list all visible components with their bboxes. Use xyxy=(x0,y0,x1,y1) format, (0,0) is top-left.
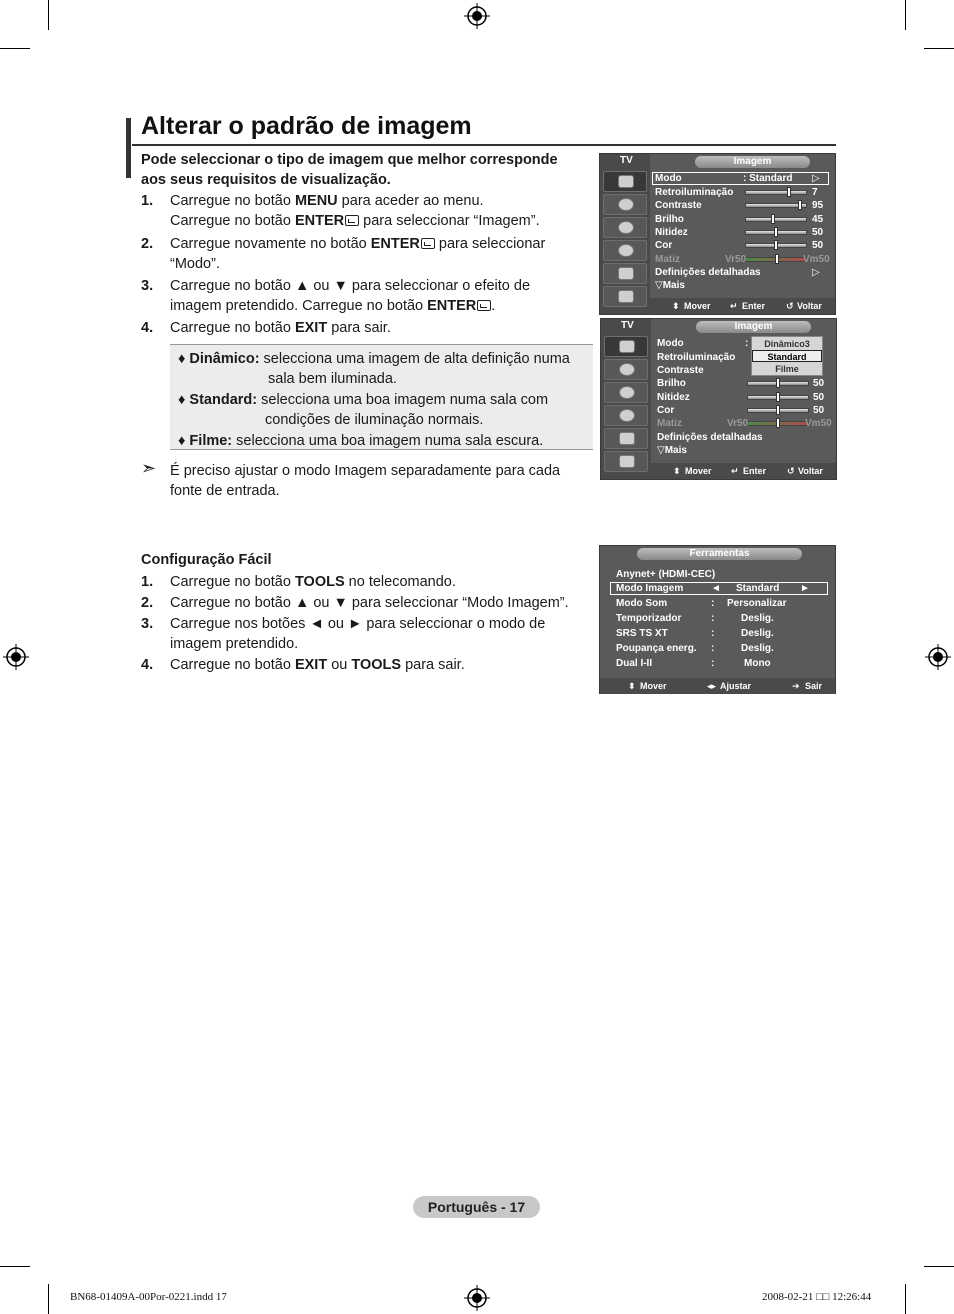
menu-row-label: Modo xyxy=(655,173,682,184)
setup-icon xyxy=(604,405,648,426)
easy-setup-heading: Configuração Fácil xyxy=(141,552,272,568)
menu-row-value: 50 xyxy=(812,240,824,251)
step-number: 1. xyxy=(141,574,154,590)
menu-row-label: Definições detalhadas xyxy=(655,267,761,278)
mode-descriptions: ♦ Dinâmico: selecciona uma imagem de alta definição numa sala bem iluminada. ♦ Standard: selecciona uma boa imagem numa sala com condições de iluminação normais. ♦ Filme: selecciona uma boa imagem numa sala escura. xyxy=(170,344,593,450)
application-icon xyxy=(603,286,647,307)
registration-mark-icon xyxy=(464,1285,490,1311)
menu-row-value: Deslig. xyxy=(741,628,774,639)
application-icon xyxy=(604,451,648,472)
footer-enter: Enter xyxy=(743,466,767,476)
step-number: 2. xyxy=(141,595,154,611)
slider-track[interactable] xyxy=(745,203,807,208)
channel-icon xyxy=(603,217,647,238)
slider-track[interactable] xyxy=(745,230,807,235)
intro-text: Pode seleccionar o tipo de imagem que melhor corresponde aos seus requisitos de visualização. xyxy=(141,152,558,188)
enter-icon xyxy=(345,215,359,226)
enter-icon xyxy=(477,300,491,311)
dropdown-option[interactable]: Filme xyxy=(775,364,799,374)
menu-row-label: Matiz xyxy=(657,418,682,429)
menu-row-value: Mono xyxy=(744,658,771,669)
step-number: 1. xyxy=(141,193,154,209)
footer-adjust: Ajustar xyxy=(720,681,752,691)
menu-row-value: 50 xyxy=(813,392,825,403)
menu-row-value: 50 xyxy=(813,405,825,416)
dropdown-option-selected[interactable]: Standard xyxy=(752,350,822,362)
menu-row-label[interactable]: Modo Som xyxy=(616,598,668,609)
menu-row-label[interactable]: SRS TS XT xyxy=(616,628,668,639)
step-4: Carregue no botão EXIT para sair. xyxy=(170,320,391,336)
menu-row-label: Definições detalhadas xyxy=(657,432,763,443)
slider-track[interactable] xyxy=(745,217,807,222)
tv-label: TV xyxy=(620,155,633,166)
menu-sidebar xyxy=(600,154,650,314)
footer-move: Mover xyxy=(685,466,712,476)
registration-mark-icon xyxy=(925,644,951,670)
slider-track[interactable] xyxy=(747,408,809,413)
menu-row-label: Nitidez xyxy=(655,227,688,238)
menu-row-label[interactable]: Dual I-II xyxy=(616,658,653,669)
step-number: 2. xyxy=(141,236,154,252)
easy-step-1: Carregue no botão TOOLS no telecomando. xyxy=(170,574,456,590)
easy-step-4: Carregue no botão EXIT ou TOOLS para sair. xyxy=(170,657,465,673)
step-number: 3. xyxy=(141,616,154,632)
sound-icon xyxy=(603,194,647,215)
move-icon: ⬍ xyxy=(673,466,681,476)
menu-row-value: : Standard xyxy=(743,173,793,184)
enter-icon xyxy=(421,238,435,249)
menu-row-label: Brilho xyxy=(655,214,684,225)
menu-row-value: Vm50 xyxy=(805,418,832,429)
tv-menu-imagem-modo xyxy=(600,318,837,480)
slider-knob[interactable] xyxy=(776,418,780,428)
menu-row-value: 95 xyxy=(812,200,824,211)
menu-row-label: Matiz xyxy=(655,254,680,265)
registration-mark-icon xyxy=(3,644,29,670)
step-number: 3. xyxy=(141,278,154,294)
slider-knob[interactable] xyxy=(776,378,780,388)
slider-knob[interactable] xyxy=(774,240,778,250)
step-2: Carregue novamente no botão ENTER para seleccionar “Modo”. xyxy=(170,236,546,272)
menu-row-label[interactable]: Modo Imagem xyxy=(616,583,684,594)
page-number: Português - 17 xyxy=(413,1196,540,1218)
menu-row-label: ▽Mais xyxy=(657,445,687,456)
slider-track[interactable] xyxy=(745,243,807,248)
menu-row-value: 50 xyxy=(813,378,825,389)
file-slug: BN68-01409A-00Por-0221.indd 17 xyxy=(70,1291,227,1303)
crop-mark xyxy=(905,1284,906,1314)
dropdown-option[interactable]: Dinâmico3 xyxy=(764,339,810,349)
slider-knob[interactable] xyxy=(775,254,779,264)
slider-knob[interactable] xyxy=(787,187,791,197)
menu-row-value: Vm50 xyxy=(803,254,830,265)
slider-knob[interactable] xyxy=(776,392,780,402)
footer-back: Voltar xyxy=(797,301,822,311)
menu-header: Imagem xyxy=(696,321,811,333)
slider-track[interactable] xyxy=(747,421,809,426)
menu-row-label[interactable]: Temporizador xyxy=(616,613,682,624)
menu-row-value: Deslig. xyxy=(741,643,774,654)
crop-mark xyxy=(48,0,49,30)
easy-step-3: Carregue nos botões ◄ ou ► para seleccionar o modo de imagem pretendido. xyxy=(170,616,546,652)
adjust-icon: ◂▸ xyxy=(707,681,717,691)
exit-icon: ➔ xyxy=(792,681,800,691)
menu-row-value: 7 xyxy=(812,187,818,198)
slider-track[interactable] xyxy=(747,395,809,400)
menu-header: Ferramentas xyxy=(637,548,802,560)
menu-row-value: Personalizar xyxy=(727,598,787,609)
channel-icon xyxy=(604,382,648,403)
input-icon xyxy=(603,263,647,284)
return-icon: ↺ xyxy=(786,301,794,311)
tip-text: É preciso ajustar o modo Imagem separadamente para cada fonte de entrada. xyxy=(170,463,561,499)
mode-dropdown[interactable] xyxy=(751,336,823,376)
easy-step-2: Carregue no botão ▲ ou ▼ para seleccionar “Modo Imagem”. xyxy=(170,595,569,611)
menu-row-value: : xyxy=(745,338,749,349)
title-decoration xyxy=(116,118,132,204)
menu-row-value: 50 xyxy=(812,227,824,238)
slider-track[interactable] xyxy=(745,257,807,262)
menu-row-label: Retroiluminação xyxy=(657,352,736,363)
menu-row-value: Vr50 xyxy=(725,254,747,265)
arrow-left-icon[interactable]: ◄ xyxy=(711,583,721,594)
slider-knob[interactable] xyxy=(774,227,778,237)
crop-mark xyxy=(0,1266,30,1267)
footer-back: Voltar xyxy=(798,466,823,476)
menu-row-label: ▽Mais xyxy=(655,280,685,291)
menu-row-value: 45 xyxy=(812,214,824,225)
menu-footer xyxy=(650,298,835,314)
crop-mark xyxy=(48,1284,49,1314)
setup-icon xyxy=(603,240,647,261)
registration-mark-icon xyxy=(464,3,490,29)
menu-row-label[interactable]: Poupança energ. xyxy=(616,643,697,654)
enter-icon: ↵ xyxy=(731,466,739,476)
mode-label: ♦ Standard: xyxy=(178,392,258,408)
crop-mark xyxy=(924,1266,954,1267)
slider-knob[interactable] xyxy=(798,200,802,210)
enter-icon: ↵ xyxy=(730,301,738,311)
tv-label: TV xyxy=(621,320,634,331)
step-number: 4. xyxy=(141,320,154,336)
menu-row-label: Cor xyxy=(655,240,673,251)
slider-track[interactable] xyxy=(747,381,809,386)
menu-footer xyxy=(651,463,836,479)
move-icon: ⬍ xyxy=(672,301,680,311)
crop-mark xyxy=(924,48,954,49)
menu-sidebar xyxy=(601,319,651,479)
return-icon: ↺ xyxy=(787,466,795,476)
arrow-right-icon: ▷ xyxy=(812,267,820,278)
mode-label: ♦ Filme: xyxy=(178,433,233,449)
footer-move: Mover xyxy=(684,301,711,311)
menu-row-value: Standard xyxy=(736,583,780,594)
menu-row-label[interactable]: Anynet+ (HDMI-CEC) xyxy=(616,569,716,580)
tip-icon: ➣ xyxy=(141,458,157,478)
menu-row-label: Brilho xyxy=(657,378,686,389)
input-icon xyxy=(604,428,648,449)
step-3: Carregue no botão ▲ ou ▼ para seleccionar o efeito de imagem pretendido. Carregue no botão ENTER . xyxy=(170,278,531,314)
slider-track[interactable] xyxy=(745,190,807,195)
menu-row-label: Retroiluminação xyxy=(655,187,734,198)
menu-row-label: Cor xyxy=(657,405,675,416)
slider-knob[interactable] xyxy=(771,214,775,224)
mode-label: ♦ Dinâmico: xyxy=(178,351,260,367)
footer-move: Mover xyxy=(640,681,667,691)
sound-icon xyxy=(604,359,648,380)
footer-enter: Enter xyxy=(742,301,766,311)
menu-header: Imagem xyxy=(695,156,810,168)
picture-icon xyxy=(604,336,648,357)
title-rule xyxy=(132,144,836,146)
tools-menu: Ferramentas Anynet+ (HDMI-CEC) Modo Imagem ◄ Standard ► Modo Som : Personalizar Temporizador : Deslig. SRS TS XT : Deslig. Poupança energ. : Deslig. Dual I-II : Mono ⬍ Mover ◂▸ Ajustar ➔ Sair xyxy=(599,545,836,694)
step-number: 4. xyxy=(141,657,154,673)
menu-row-label: Nitidez xyxy=(657,392,690,403)
page-title: Alterar o padrão de imagem xyxy=(141,112,472,140)
move-icon: ⬍ xyxy=(628,681,636,691)
arrow-right-icon: ▷ xyxy=(812,173,820,184)
footer-exit: Sair xyxy=(805,681,823,691)
step-1: Carregue no botão MENU para aceder ao menu. Carregue no botão ENTER para seleccionar “Imagem”. xyxy=(170,193,540,229)
crop-mark xyxy=(905,0,906,30)
menu-row-value: Vr50 xyxy=(727,418,749,429)
menu-row-label: Modo xyxy=(657,338,684,349)
slider-knob[interactable] xyxy=(776,405,780,415)
menu-footer xyxy=(600,678,835,694)
tv-menu-imagem xyxy=(599,153,836,315)
picture-icon xyxy=(603,171,647,192)
menu-row-label: Contraste xyxy=(657,365,704,376)
print-timestamp: 2008-02-21 □□ 12:26:44 xyxy=(762,1291,872,1303)
menu-row-label: Contraste xyxy=(655,200,702,211)
arrow-right-icon[interactable]: ► xyxy=(800,583,810,594)
menu-row-value: Deslig. xyxy=(741,613,774,624)
crop-mark xyxy=(0,48,30,49)
